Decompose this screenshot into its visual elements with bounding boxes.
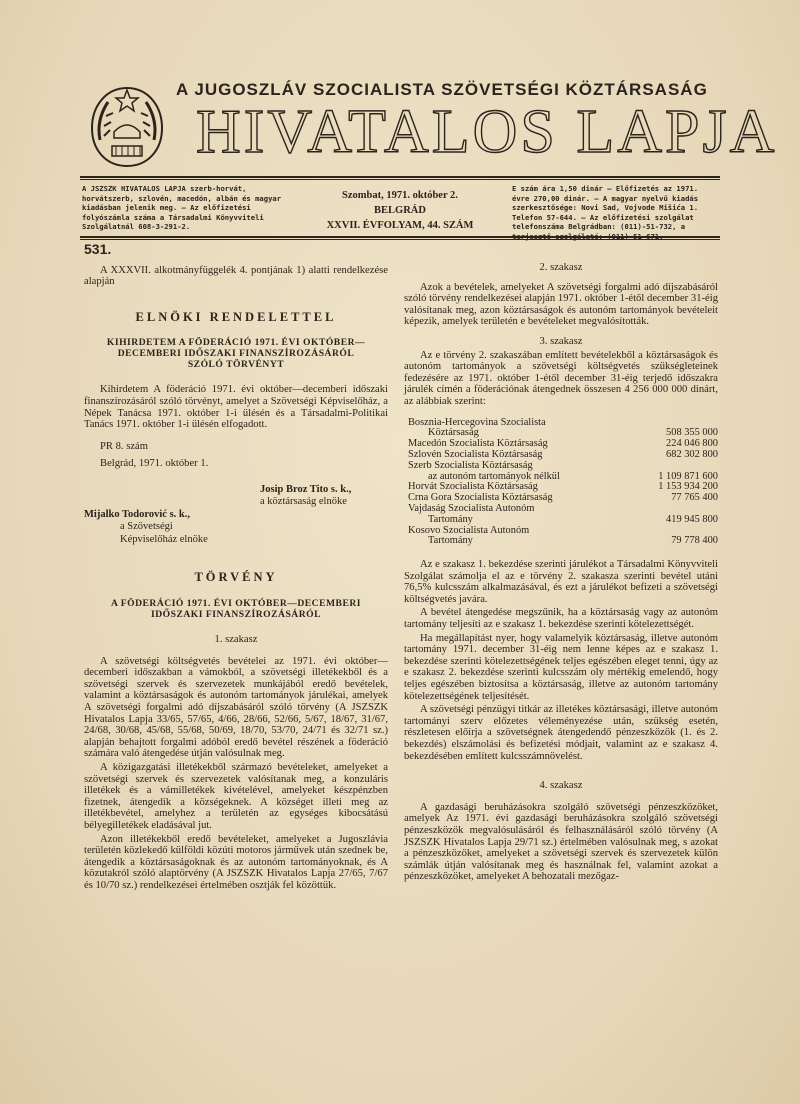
section-1-title: 1. szakasz <box>214 634 258 646</box>
section-3-paragraph-5: A szövetségi pénzügyi titkár az illetékes köztársasági, illetve autonóm tartományi szerv előzetes véleményezése után, szükség esetén, részletesen előírja a szövetségnek átengedendő pénzeszközök (1. és 2. bekezdés) elszámolási és befizetési módjait, valamint az e szakasz 4. bekezdésében említett kulcsszámnövelést. <box>404 704 718 762</box>
masthead-supertitle: A JUGOSZLÁV SZOCIALISTA SZÖVETSÉGI KÖZTÁRSASÁG <box>176 80 708 99</box>
header-price-info: E szám ára 1,50 dinár — Előfizetés az 1971. évre 270,00 dinár. — A magyar nyelvű kiadás szerkesztősége: Novi Sad, Vojvode Mišića 1. Telefon 57-644. — Az előfizetési szolgálat telefonszáma Belgrádban: (011)-51-732, a <box>512 184 699 232</box>
allocation-value: 79 778 400 <box>671 535 718 547</box>
allocation-name: Köztársaság <box>428 427 479 439</box>
allocation-value: 419 945 800 <box>666 513 718 525</box>
allocation-name: Macedón Szocialista Köztársaság <box>408 438 548 450</box>
header-issue-info <box>300 188 500 233</box>
allocation-name: Tartomány <box>428 513 473 525</box>
signature-assembly-title-1: a Szövetségi <box>120 521 173 533</box>
allocation-name: Szerb Szocialista Köztársaság <box>408 459 533 471</box>
allocation-value: 682 302 800 <box>666 448 718 460</box>
allocation-name: Horvát Szocialista Köztársaság <box>408 481 538 493</box>
masthead-rule-top <box>80 176 720 178</box>
decree-subtitle: KIHIRDETEM A FÖDERÁCIÓ 1971. ÉVI OKTÓBER—DECEMBERI IDŐSZAKI FINANSZÍROZÁSÁRÓL SZÓLÓ TÖRVÉNYT <box>106 337 366 371</box>
section-4-paragraph-1: A gazdasági beruházásokra szolgáló szövetségi pénzeszközöket, amelyek Az 1971. évi gazdasági beruházásokra szolgáló szövetségi pénzeszközök megvalósulásáról és felhasználásáról szóló törvény (A JSZSZK Hivatalos Lapja 29/71 sz.) értelmében valósulnak meg, s azokat a pénzeszközöket, amelyeket a szövetségi szervek és szervezetek külön számlák útján valósítanak meg és használnak fel, valamint azokat a pénzeszközöket, amelyeket A behozatali mezőgaz- <box>404 801 718 883</box>
section-2-paragraph-1: Azok a bevételek, amelyeket A szövetségi forgalmi adó díjszabásáról szóló törvény rendelkezései alapján 1971. október 1-étől december 31-éig valósítanak meg, azon köztársaságok és autonóm tartományok bevételeit képezik, amelyek területén e bevételeket megvalósították. <box>404 281 718 328</box>
law-heading: TÖRVÉNY <box>194 570 278 585</box>
allocation-name: Bosznia-Hercegovina Szocialista <box>408 416 546 428</box>
allocation-row <box>404 461 718 472</box>
allocation-value <box>640 461 718 472</box>
law-subtitle: A FÖDERÁCIÓ 1971. ÉVI OKTÓBER—DECEMBERI IDŐSZAKI FINANSZÍROZÁSÁRÓL <box>110 598 362 621</box>
allocation-value: 508 355 000 <box>666 427 718 439</box>
decree-heading: ELNÖKI RENDELETTEL <box>135 309 337 324</box>
allocation-table <box>404 418 718 548</box>
signature-assembly <box>84 509 388 547</box>
act-number: 531. <box>84 241 112 257</box>
right-column <box>404 262 718 883</box>
section-3-paragraph-3: A bevétel átengedése megszűnik, ha a köztársaság vagy az autonóm tartomány teljesíti az e szakasz 1. bekezdése szerinti kötelezettségét. <box>404 607 718 631</box>
signature-assembly-title-2: Képviselőház elnöke <box>120 533 208 545</box>
issue-date: Szombat, 1971. október 2. <box>342 190 458 201</box>
place-date: Belgrád, 1971. október 1. <box>100 458 209 470</box>
signature-president-title: a köztársaság elnöke <box>260 496 347 508</box>
section-4-title: 4. szakasz <box>539 780 583 792</box>
section-1-paragraph-1: A szövetségi költségvetés bevételei az 1971. évi október—decemberi időszakban a vámokból, a szövetségi illetékekből és a szövetségi szervek és szervezetek munkájából eredő bevételek, valamint a köztársaságok és autonóm tartományok járulékai, amelyek A szövetségi forgalmi adó díjszabásáról szóló törvény (A JSZSZK Hivatalos Lapja 33/65, 57/65, 4/66, 28/66, 52/66, 5/67, 18/67, 31/67, 24/68, 30/68, 45/68, 55/68, 50/69, 18/70, 53/70, 24/71 és 32/71 sz.) alapján behajtott forgalmi adóból eredő bevétel részének a föderáció számára való átengedése útján valósulnak meg. <box>84 655 388 760</box>
section-1-paragraph-3: Azon illetékekből eredő bevételeket, amelyeket a Jugoszlávia területén közlekedő külföldi közúti motoros járművek után szednek be, átengedik a köztársaságoknak és az autonóm tartományoknak, és A közutakról szóló alaptörvény (A JSZSZK Hivatalos Lapja 27/65, 7/67 és 10/70 sz.) rendelkezései értelmében osztják fel közöttük. <box>84 833 388 891</box>
allocation-name: Tartomány <box>428 535 473 547</box>
header-rule-bottom <box>80 236 720 238</box>
signature-president <box>84 484 388 509</box>
allocation-name: Kosovo Szocialista Autonóm <box>408 524 530 536</box>
section-1-paragraph-2: A közigazgatási illetékekből származó bevételeket, amelyeket a szövetségi szervek és szervezetek valósítanak meg, a konzuláris illetékek és a vámilletékek kivételével, amelyeket készpénzben fizetnek, átengedik a községeknek. A községet illeti meg az illetékbevétel, amelyhez a területén az egységes kibocsátású bélyegilletékek eladásával jut. <box>84 761 388 831</box>
intro-text: A XXXVII. alkotmányfüggelék 4. pontjának 1) alatti rendelkezése alapján <box>84 264 388 288</box>
allocation-name: Vajdaság Szocialista Autonóm <box>408 502 535 514</box>
allocation-row <box>404 515 718 526</box>
section-3-paragraph-4: Ha megállapítást nyer, hogy valamelyik köztársaság, illetve autonóm tartomány 1971. december 31-éig nem lenne képes az e szakasz 1. bekezdése szerinti kötelezettségének teljes egészében eleget tenni, úgy az e szakasz 2. bekezdése szerinti kulcsszám oly mértékig emelendő, hogy teljes egészében biztosítsa a köztársaság, illetve az autonóm tartomány kötelezettségének teljesítését. <box>404 632 718 702</box>
section-3-title: 3. szakasz <box>539 335 583 347</box>
allocation-name: az autonóm tartományok nélkül <box>428 470 560 482</box>
state-emblem-icon <box>86 80 168 172</box>
section-3-paragraph-1: Az e törvény 2. szakaszában említett bevételekből a köztársaságok és autonóm tartományok a szövetségi költségvetés szükségleteinek fedezésére az 1971. október 1-étől december 31-éig terjedő időszakra járulék címén a föderációnak átengednek összesen 4 256 000 000 dinárt, az alábbiak szerint: <box>404 349 718 407</box>
allocation-row <box>404 536 718 547</box>
allocation-value: 77 765 400 <box>671 492 718 504</box>
header-subscription-info: A JSZSZK HIVATALOS LAPJA szerb-horvát, horvátszerb, szlovén, macedón, albán és magyar kiadásban jelenik meg. — Az előfizetési folyószámla száma a Társadalmi Könyvviteli Szolgálatnál 608-3-291-2. <box>82 184 282 232</box>
pr-number: PR 8. szám <box>100 440 148 452</box>
left-column <box>84 242 388 892</box>
decree-text: Kihirdetem A föderáció 1971. évi október—decemberi időszaki finanszírozásáról szóló törvényt, amelyet a Szövetségi Képviselőház, a Népek Tanácsa 1971. október 1-i ülésén és a Társadalmi-Politikai Tanács 1971. október 1-i ülésén elfogadott. <box>84 384 388 431</box>
section-3-paragraph-2: Az e szakasz 1. bekezdése szerinti járulékot a Társadalmi Könyvviteli Szolgálat számolja el az e törvény 2. szakasza szerinti bevétel utáni 76,5% kulcsszám alkalmazásával, és ezt a járulékot befizeti a szövetségi költségvetés javára. <box>404 559 718 605</box>
masthead-title: HIVATALOS LAPJA <box>196 98 778 166</box>
issue-place: BELGRÁD <box>374 205 426 216</box>
issue-volume: XXVII. ÉVFOLYAM, 44. SZÁM <box>326 220 474 231</box>
allocation-value: 224 046 800 <box>666 438 718 450</box>
allocation-value: 1 153 934 200 <box>658 481 718 493</box>
allocation-value: 1 109 871 600 <box>658 470 718 482</box>
header-rule-bottom-thin <box>80 239 720 240</box>
allocation-name: Crna Gora Szocialista Köztársaság <box>408 492 553 504</box>
allocation-name: Szlovén Szocialista Köztársaság <box>408 448 543 460</box>
signature-president-name: Josip Broz Tito s. k., <box>260 483 352 495</box>
signature-assembly-name: Mijalko Todorović s. k., <box>84 508 190 520</box>
section-2-title: 2. szakasz <box>539 262 583 273</box>
masthead-rule-top-thin <box>80 179 720 180</box>
